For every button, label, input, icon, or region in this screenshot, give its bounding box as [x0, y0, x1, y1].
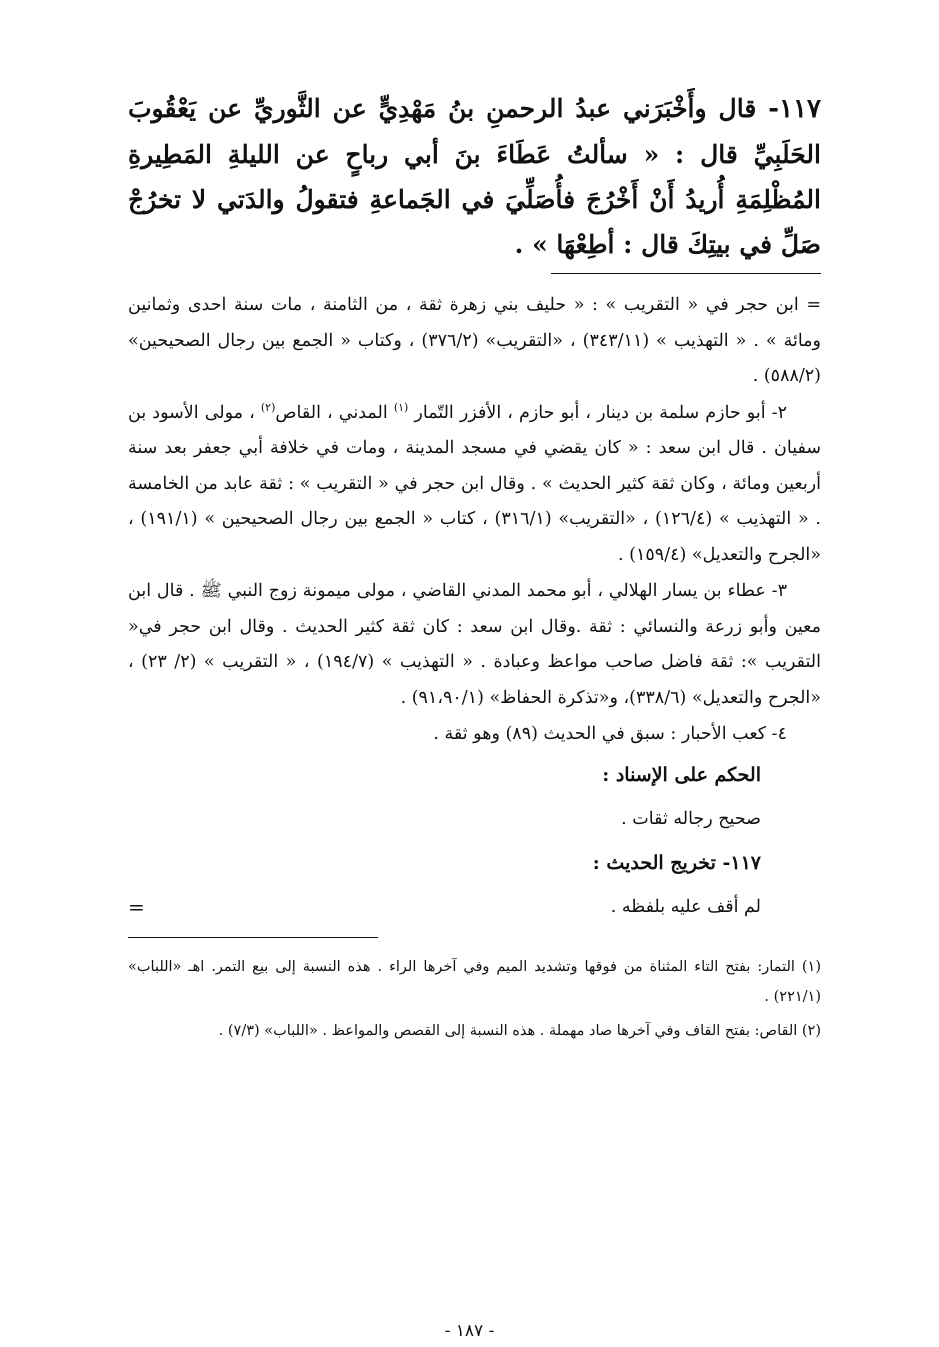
note-paragraph-2: [128, 396, 821, 574]
note-paragraph-4: ٤- كعب الأحبار : سبق في الحديث (٨٩) وهو ثقة .: [433, 724, 787, 744]
hadith-paragraph: [128, 86, 821, 267]
narrators-notes: [128, 288, 821, 753]
note-2-part-b: المدني ، القاص: [275, 402, 388, 423]
takhrij-text: لم أقف عليه بلفظه .: [610, 896, 761, 917]
page-content: [128, 86, 821, 1307]
footnote-1: (١) التمار: بفتح التاء المثناة من فوقها وتشديد الميم وفي آخرها الراء . هذه النسبة إلى بيع التمر. اهـ «اللباب» (٢٢١/١) .: [128, 958, 821, 1005]
isnad-verdict: صحيح رجاله ثقات .: [621, 808, 761, 829]
continuation-mark: =: [128, 894, 145, 919]
footnotes: [128, 952, 821, 1046]
footnote-ref-1: (١): [393, 400, 409, 414]
note-2-part-a: ٢- أبو حازم سلمة بن دينار ، أبو حازم ، الأفزر التّمار: [414, 402, 787, 423]
hadith-number: ١١٧-: [768, 94, 821, 124]
hadith-intro: قال وأَخْبَرَني عبدُ الرحمنِ بنُ مَهْدِيٍّ عن الثَّوريِّ عن يَعْقُوبَ الحَلَبِيِّ قال :: [128, 94, 821, 169]
note-paragraph-3: ٣- عطاء بن يسار الهلالي ، أبو محمد المدني القاضي ، مولى ميمونة زوج النبي ﷺ . قال ابن معين وأبو زرعة والنسائي : ثقة .وقال ابن سعد : كان ثقة كثير الحديث . وقال ابن حجر في« التقريب »: ثقة فاضل صاحب مواعظ وعبادة . « التهذيب » (١٩٤/٧) ، « التقريب » (٢/ ٢٣) ، «الجرح والتعديل» (٣٣٨/٦)، و«تذكرة الحفاظ» (٩١،٩٠/١) .: [128, 581, 821, 708]
page-number: - ١٨٧ -: [444, 1321, 495, 1341]
hadith-divider: [551, 273, 821, 274]
footnote-2: (٢) القاص: بفتح القاف وفي آخرها صاد مهملة . هذه النسبة إلى القصص والمواعظ . «اللباب» (٧/٣) .: [218, 1022, 821, 1039]
footnote-ref-2: (٢): [260, 400, 276, 414]
takhrij-row: [128, 885, 761, 929]
note-paragraph-1: = ابن حجر في « التقريب » : « حليف بني زهرة ثقة ، من الثامنة ، مات سنة احدى وثمانين ومائة » . « التهذيب » (٣٤٣/١١) ، «التقريب» (٣٧٦/٢) ، وكتاب « الجمع بين رجال الصحيحين» (٥٨٨/٢) .: [128, 295, 821, 386]
note-2-part-c: ، مولى الأسود بن سفيان . قال ابن سعد : « كان يقضي في مسجد المدينة ، ومات في خلافة أبي جعفر بعد سنة أربعين ومائة ، وكان ثقة كثير الحديث » . وقال ابن حجر في « التقريب » : ثقة عابد من الخامسة . « التهذيب » (١٢٦/٤) ، «التقريب» (٣١٦/١) ، كتاب « الجمع بين رجال الصحيحين » (١٩١/١) ، «الجرح والتعديل» (١٥٩/٤) .: [128, 402, 822, 565]
heading-isnad: الحكم على الإسناد :: [602, 763, 761, 786]
footnotes-divider: [128, 937, 378, 938]
heading-takhrij: ١١٧- تخريج الحديث :: [592, 851, 761, 874]
hadith-quote: « سألتُ عَطَاءَ بنَ أبي رباحٍ عن الليلةِ المَطِيرةِ المُظْلِمَةِ أُريدُ أَنْ أَخْرُجَ فأُصَلِّيَ في الجَماعةِ فتقولُ والدَتي لا تخرُجْ صَلِّ في بيتِكَ قال : أطِعْهَا » .: [128, 140, 821, 259]
